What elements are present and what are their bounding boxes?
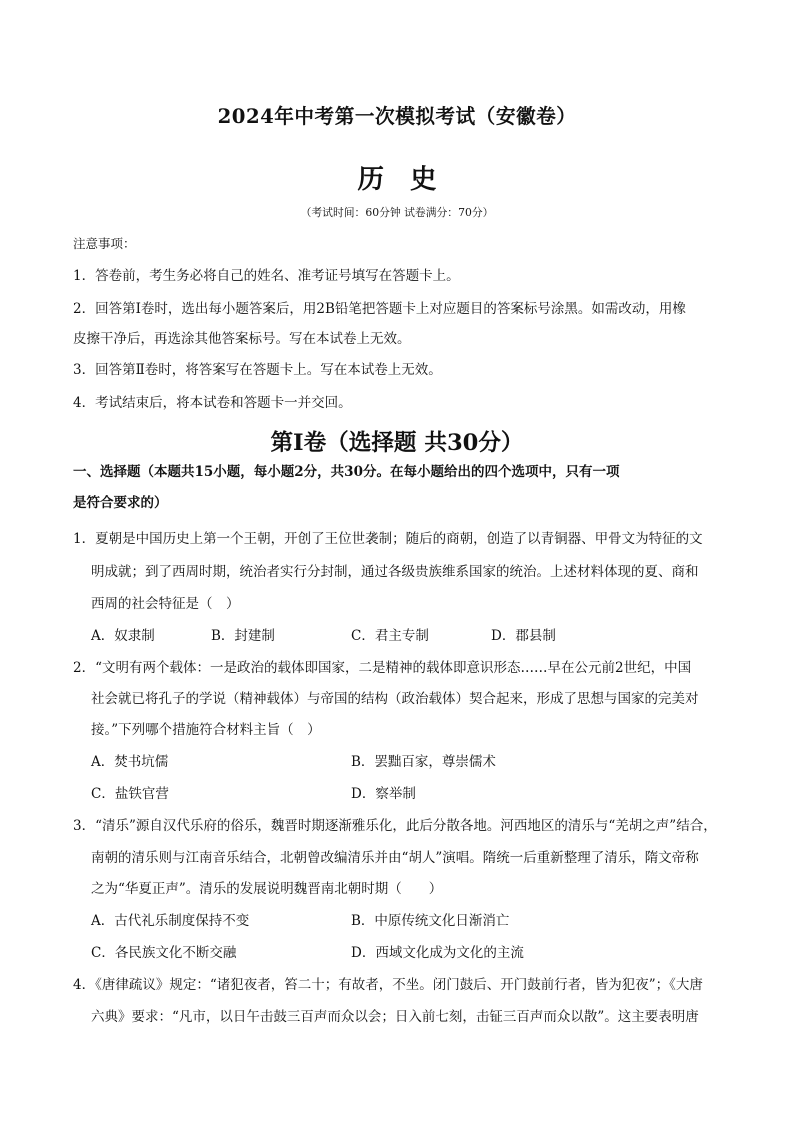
- note-item: 3．回答第Ⅱ卷时，将答案写在答题卡上。写在本试卷上无效。: [73, 362, 442, 378]
- question-3-option-d: D．西域文化成为文化的主流: [351, 945, 524, 961]
- subject-title: 历史: [357, 164, 463, 195]
- section-instruction: 是符合要求的）: [73, 495, 168, 511]
- note-item: 4．考试结束后，将本试卷和答题卡一并交回。: [73, 395, 352, 411]
- note-item: 1．答卷前，考生务必将自己的姓名、准考证号填写在答题卡上。: [73, 268, 460, 284]
- question-2-option-d: D．察举制: [351, 786, 416, 802]
- note-item: 2．回答第Ⅰ卷时，选出每小题答案后，用2B铅笔把答题卡上对应题目的答案标号涂黑。如需改动，用橡: [73, 301, 686, 317]
- question-1-text: 明成就；到了西周时期，统治者实行分封制，通过各级贵族维系国家的统治。上述材料体现的夏、商和: [91, 564, 699, 580]
- question-1-option-a: A．奴隶制: [91, 628, 155, 644]
- part-one-title: 第Ⅰ卷（选择题 共30分）: [270, 430, 524, 456]
- question-3-option-a: A．古代礼乐制度保持不变: [91, 913, 250, 929]
- question-1-text: 西周的社会特征是（ ）: [91, 596, 240, 612]
- question-2-text: 接。”下列哪个措施符合材料主旨（ ）: [91, 722, 321, 738]
- note-item: 皮擦干净后，再选涂其他答案标号。写在本试卷上无效。: [73, 331, 411, 347]
- question-4-text: 六典》要求：“凡市，以日午击鼓三百声而众以会；日入前七刻，击钲三百声而众以散”。这主要表明唐: [91, 1009, 699, 1025]
- exam-title: 2024年中考第一次模拟考试（安徽卷）: [217, 105, 577, 128]
- exam-info: （考试时间：60分钟 试卷满分：70分）: [300, 206, 494, 219]
- question-3-text: 南朝的清乐则与江南音乐结合，北朝曾改编清乐并由“胡人”演唱。隋统一后重新整理了清乐，隋文帝称: [91, 850, 699, 866]
- notes-heading: 注意事项：: [73, 236, 136, 251]
- question-1-option-b: B．封建制: [211, 628, 275, 644]
- question-4-text: 4．《唐律疏议》规定：“诸犯夜者，笞二十；有故者，不坐。闭门鼓后、开门鼓前行者，皆为犯夜”；《大唐: [73, 977, 703, 993]
- question-2-option-a: A．焚书坑儒: [91, 754, 169, 770]
- question-3-text: 3．“清乐”源自汉代乐府的俗乐，魏晋时期逐渐雅乐化，此后分散各地。河西地区的清乐与“羌胡之声”结合，: [73, 818, 717, 834]
- question-1-option-d: D．郡县制: [491, 628, 556, 644]
- question-2-text: 2．“文明有两个载体：一是政治的载体即国家，二是精神的载体即意识形态……早在公元前2世纪，中国: [73, 660, 692, 676]
- question-2-text: 社会就已将孔子的学说（精神载体）与帝国的结构（政治载体）契合起来，形成了思想与国家的完美对: [91, 691, 699, 707]
- question-3-option-b: B．中原传统文化日渐消亡: [351, 913, 510, 929]
- question-3-option-c: C．各民族文化不断交融: [91, 945, 237, 961]
- question-1-option-c: C．君主专制: [351, 628, 429, 644]
- section-instruction: 一、选择题（本题共15小题，每小题2分，共30分。在每小题给出的四个选项中，只有一项: [73, 464, 620, 480]
- question-2-option-c: C．盐铁官营: [91, 786, 169, 802]
- question-3-text: 之为“华夏正声”。清乐的发展说明魏晋南北朝时期（ ）: [91, 881, 443, 897]
- question-1-text: 1．夏朝是中国历史上第一个王朝，开创了王位世袭制；随后的商朝，创造了以青铜器、甲骨文为特征的文: [73, 531, 703, 547]
- question-2-option-b: B．罢黜百家，尊崇儒术: [351, 754, 496, 770]
